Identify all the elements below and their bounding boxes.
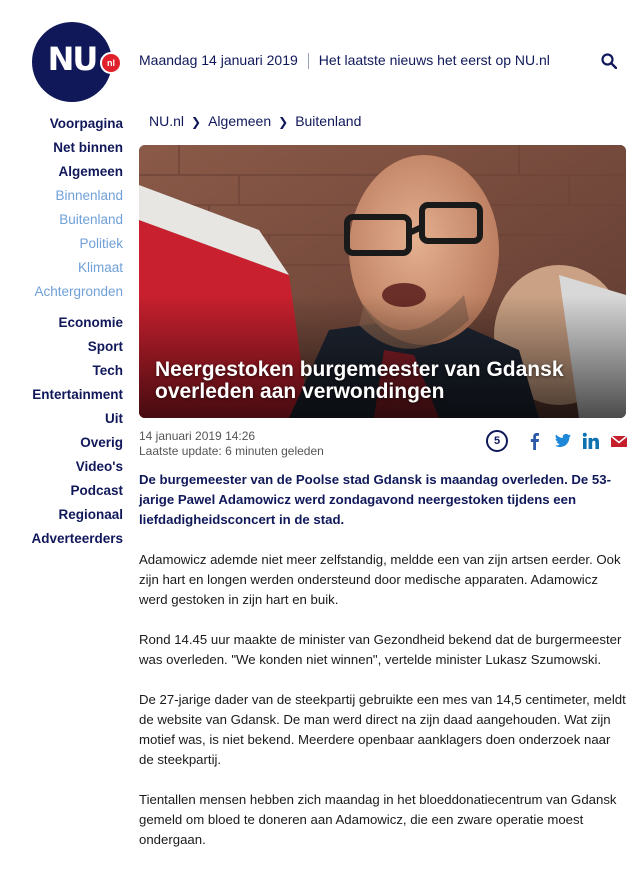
nav-item-economie[interactable]: Economie: [58, 315, 123, 330]
article-meta: [139, 429, 324, 459]
nav-item-uit[interactable]: Uit: [105, 411, 123, 426]
tagline: Het laatste nieuws het eerst op NU.nl: [318, 52, 550, 68]
share-bar: [486, 430, 631, 452]
nav-item-binnenland[interactable]: Binnenland: [55, 188, 123, 203]
search-icon[interactable]: [601, 53, 617, 69]
article-body: [139, 470, 627, 870]
nav-item-klimaat[interactable]: Klimaat: [77, 260, 123, 275]
twitter-icon[interactable]: [554, 432, 572, 450]
nav-item-entertainment[interactable]: Entertainment: [32, 387, 123, 402]
breadcrumb-algemeen[interactable]: Algemeen: [208, 113, 272, 129]
nav-item-overig[interactable]: Overig: [80, 435, 123, 450]
nav-item-sport[interactable]: Sport: [87, 339, 123, 354]
nav-item-videos[interactable]: Video's: [75, 459, 123, 474]
last-update: Laatste update: 6 minuten geleden: [139, 444, 324, 458]
article-paragraph: De 27-jarige dader van de steekpartij gebruikte een mes van 14,5 centimeter, meldt de website van Gdansk. De man werd direct na zijn daad aangehouden. Wat zijn motief was, is niet bekend. Meerdere openbaar aanklagers doen onderzoek naar de steekpartij.: [139, 692, 626, 767]
nav-item-tech[interactable]: Tech: [92, 363, 123, 378]
breadcrumb-home[interactable]: NU.nl: [149, 113, 185, 129]
chevron-right-icon: ❯: [191, 115, 202, 129]
nav-item-algemeen[interactable]: Algemeen: [58, 164, 123, 179]
logo-badge: nl: [100, 52, 122, 74]
article-paragraph: Tientallen mensen hebben zich maandag in het bloeddonatiecentrum van Gdansk gemeld om bloed te doneren aan Adamowicz, die een zware operatie moest ondergaan.: [139, 792, 617, 847]
current-date: Maandag 14 januari 2019: [139, 52, 298, 68]
article-lead: De burgemeester van de Poolse stad Gdansk is maandag overleden. De 53-jarige Pawel Adamowicz werd zondagavond neergestoken tijdens een liefdadigheidsconcert in de stad.: [139, 472, 611, 527]
hero-image[interactable]: [139, 145, 626, 418]
article-paragraph: Adamowicz ademde niet meer zelfstandig, meldde een van zijn artsen eerder. Ook zijn hart en longen werden ondersteund door medische apparaten. Adamowicz werd gestoken in zijn hart en buik.: [139, 552, 621, 607]
header-topline: [139, 52, 550, 69]
article-paragraph: Rond 14.45 uur maakte de minister van Gezondheid bekend dat de burgermeester was overleden. "We konden niet winnen", vertelde minister Lukasz Szumowski.: [139, 632, 622, 667]
sidebar-nav: [0, 112, 123, 551]
breadcrumb-buitenland[interactable]: Buitenland: [295, 113, 362, 129]
nav-item-regionaal[interactable]: Regionaal: [58, 507, 123, 522]
logo-text: NU: [47, 40, 97, 78]
email-icon[interactable]: [610, 432, 628, 450]
chevron-right-icon: ❯: [278, 115, 289, 129]
linkedin-icon[interactable]: [582, 432, 600, 450]
nav-spacer: [0, 304, 123, 311]
nu-logo[interactable]: [32, 22, 115, 102]
article-title: Neergestoken burgemeester van Gdansk overleden aan verwondingen: [155, 358, 564, 403]
comment-bubble-icon[interactable]: 5: [486, 430, 508, 452]
nav-item-politiek[interactable]: Politiek: [79, 236, 123, 251]
nav-item-achtergronden[interactable]: Achtergronden: [34, 284, 123, 299]
nav-item-net-binnen[interactable]: Net binnen: [53, 140, 123, 155]
nav-item-podcast[interactable]: Podcast: [70, 483, 123, 498]
facebook-icon[interactable]: [526, 432, 544, 450]
header-divider: [308, 53, 309, 69]
nav-item-adverteerders[interactable]: Adverteerders: [31, 531, 123, 546]
breadcrumb: [149, 113, 361, 129]
nav-item-voorpagina[interactable]: Voorpagina: [49, 116, 123, 131]
publish-date: 14 januari 2019 14:26: [139, 429, 256, 443]
nav-item-buitenland[interactable]: Buitenland: [59, 212, 123, 227]
